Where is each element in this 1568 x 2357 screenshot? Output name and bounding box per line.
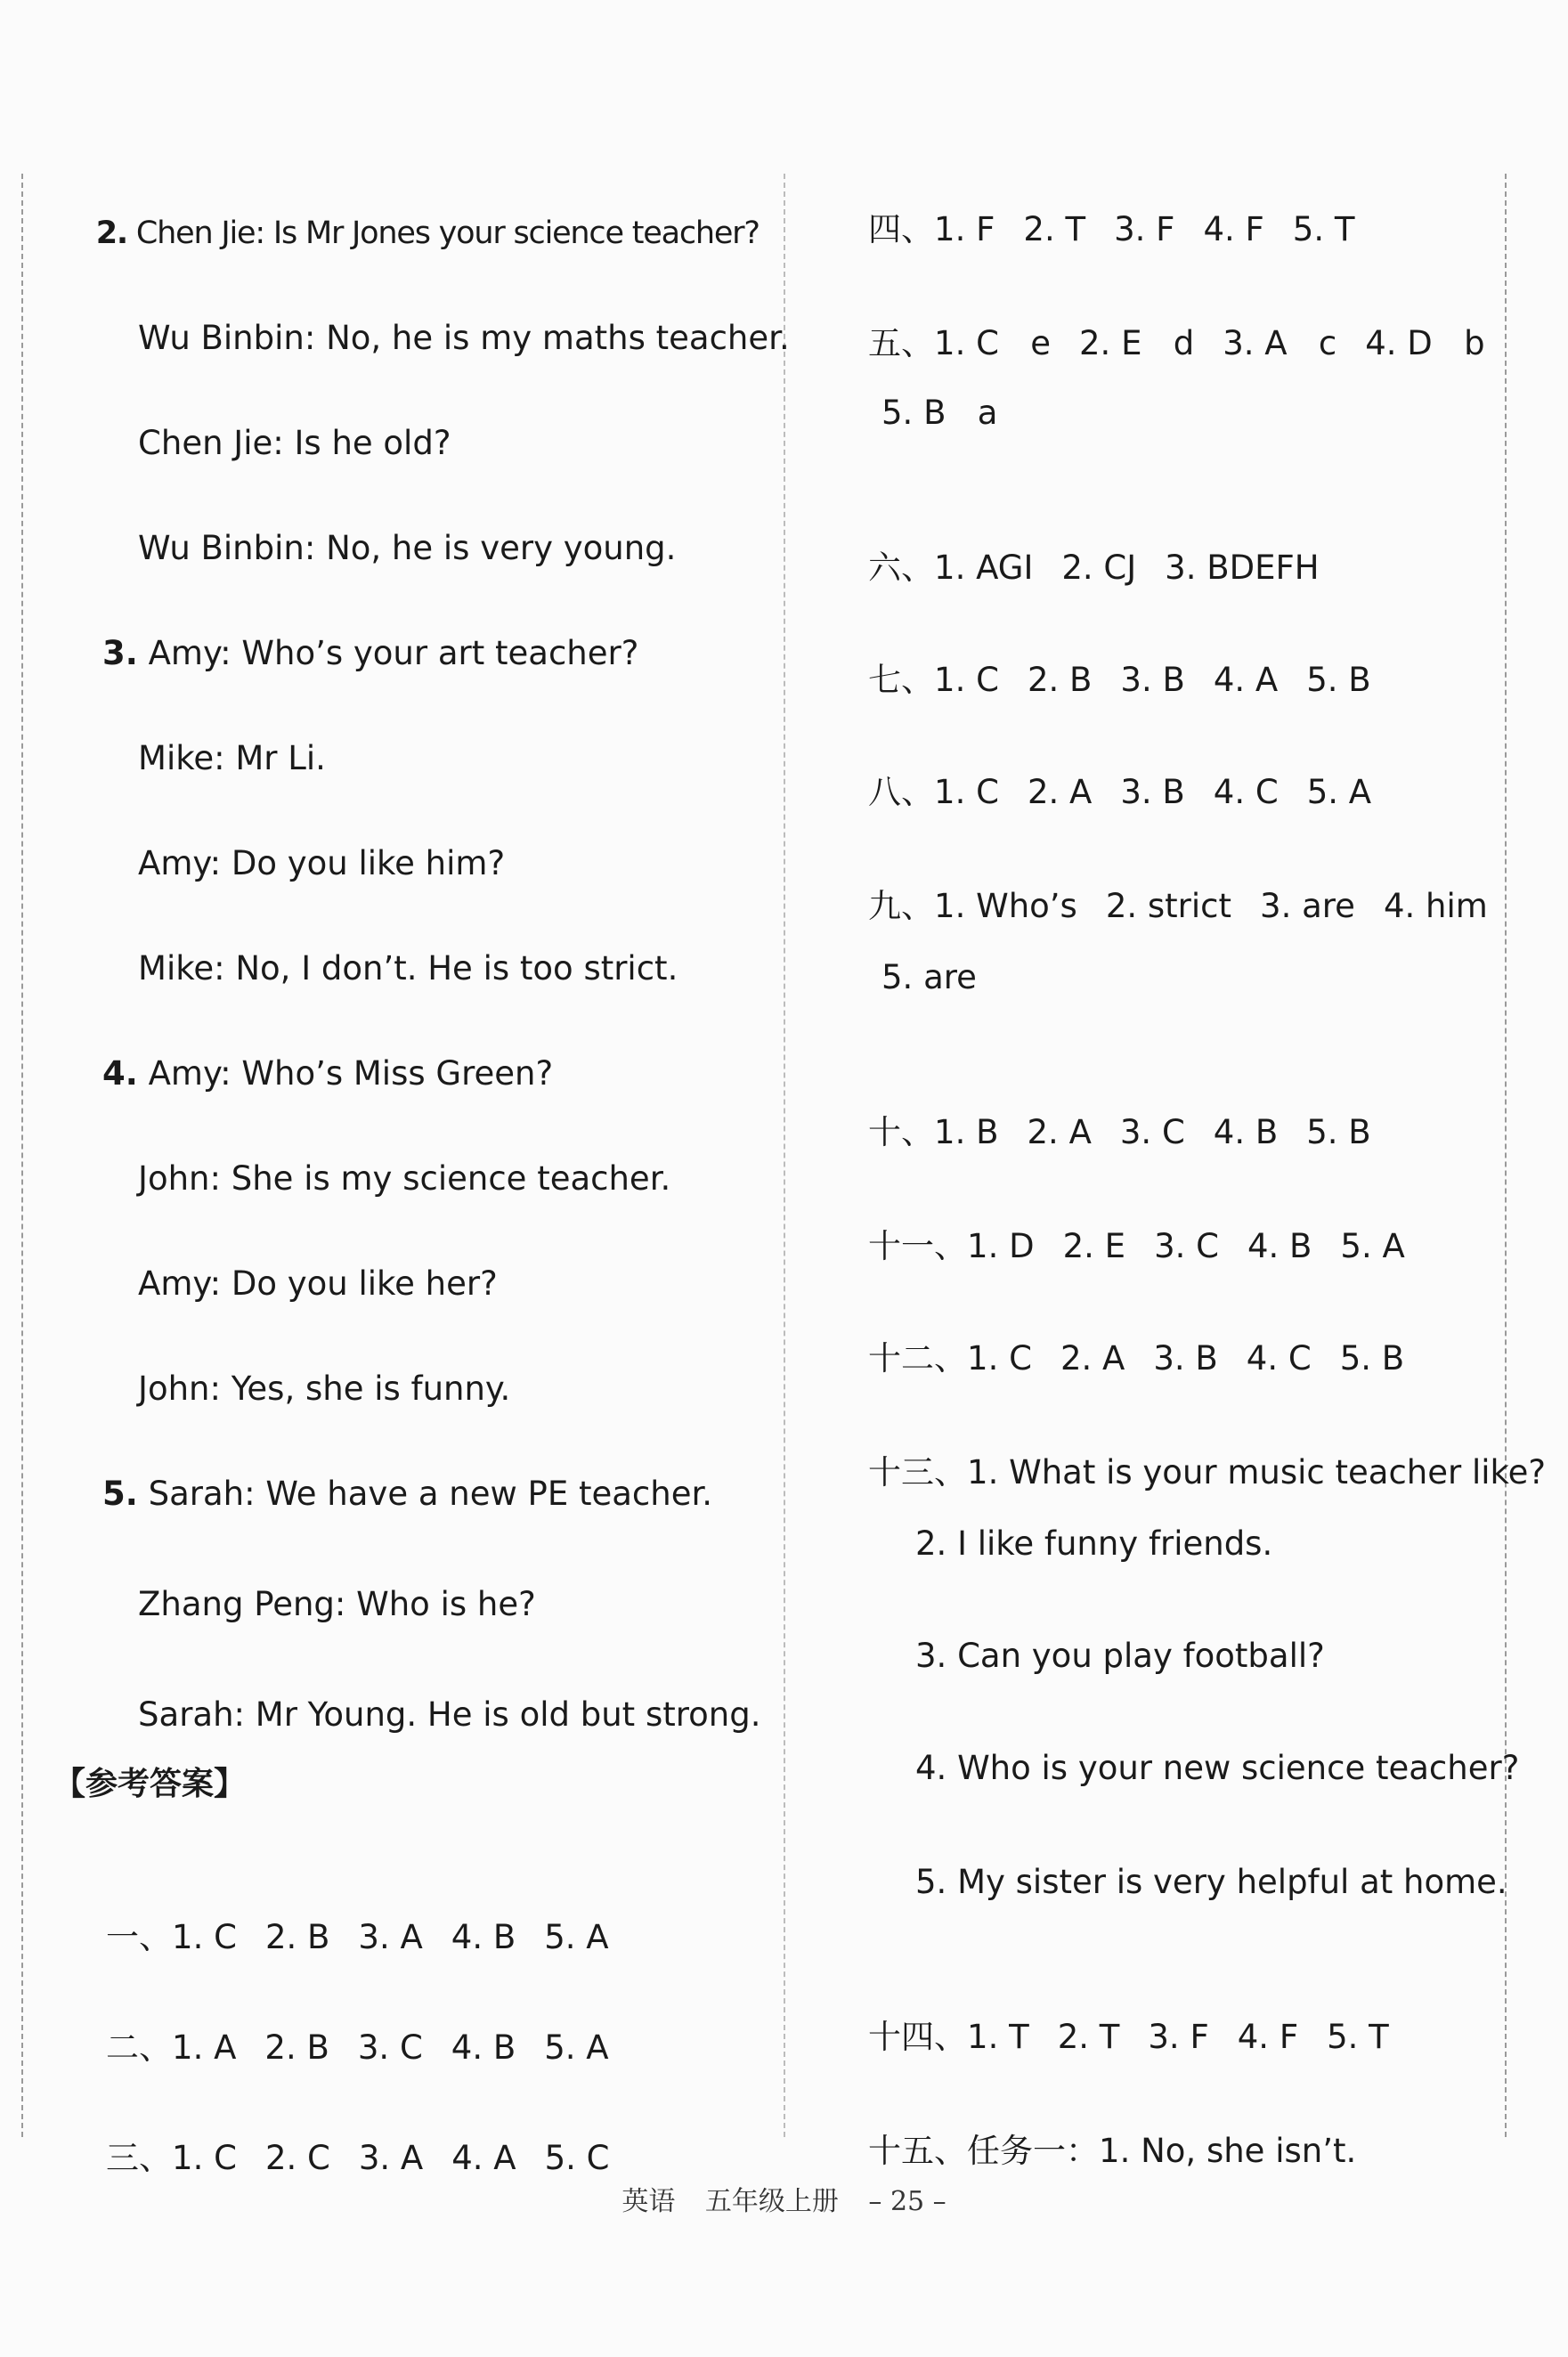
answer-item: 3. F <box>1114 210 1175 248</box>
answer-item: 3. A <box>358 1918 423 1956</box>
answer-item: 2. A <box>1027 773 1093 811</box>
answer-item: 4. B <box>451 1918 516 1956</box>
answer-item: 2. A <box>1060 1339 1125 1378</box>
footer-subject: 英语 <box>622 2186 676 2217</box>
answer-item: 1. C <box>934 661 999 699</box>
answer-item: 2. A <box>1027 1113 1092 1151</box>
answer-item: 3. Can you play football? <box>915 1637 1325 1675</box>
answer-item: 4. him <box>1383 887 1488 925</box>
answer-section-10: 十、1. B 2. A 3. C 4. B 5. B <box>868 1113 1371 1151</box>
answer-item: 5. T <box>1292 210 1355 248</box>
answer-item: 4. A <box>1213 661 1279 699</box>
answer-item: 3. C <box>1154 1227 1219 1265</box>
answer-item: 2. C <box>264 2139 330 2177</box>
answer-item: 5. A <box>1306 773 1372 811</box>
footer-grade: 五年级上册 <box>704 2186 839 2217</box>
answer-item: 4. C <box>1246 1339 1312 1378</box>
answer-item: 5. B <box>1306 1113 1371 1151</box>
answer-item: 4. B <box>1213 1113 1279 1151</box>
answer-item: 3. F <box>1148 2018 1209 2056</box>
left-margin-dashed-line <box>21 174 23 2137</box>
answer-item: 4. Who is your new science teacher? <box>915 1749 1520 1787</box>
answer-item: 3. C <box>357 2028 423 2067</box>
answer-item: 4. D b <box>1365 324 1485 362</box>
answer-item: 2. T <box>1023 210 1086 248</box>
answer-item: 2. B <box>264 1918 330 1956</box>
answer-section-3: 三、1. C 2. C 3. A 4. A 5. C <box>106 2139 610 2177</box>
answer-item: 3. B <box>1120 773 1185 811</box>
answer-item: 1. D <box>967 1227 1035 1265</box>
answer-item: 1. C e <box>934 324 1051 362</box>
answer-item: 5. B <box>1339 1339 1405 1378</box>
answer-item: 3. A <box>358 2139 424 2177</box>
answer-item: 2. I like funny friends. <box>915 1524 1273 1563</box>
right-margin-dashed-line <box>1505 174 1507 2137</box>
answer-section-11: 十一、1. D 2. E 3. C 4. B 5. A <box>868 1227 1405 1265</box>
answer-section-13: 十三、1. What is your music teacher like? <box>868 1453 1547 1491</box>
answer-item: 4. F <box>1203 210 1264 248</box>
answer-item: 5. My sister is very helpful at home. <box>915 1863 1507 1901</box>
answer-item: 1. No, she isn’t. <box>1099 2132 1357 2170</box>
answer-item: 2. B <box>1027 661 1093 699</box>
answer-item: 5. B <box>1306 661 1371 699</box>
answer-section-4: 四、1. F 2. T 3. F 4. F 5. T <box>868 210 1355 248</box>
dialogue-line: John: Yes, she is funny. <box>138 1369 511 1408</box>
dialogue-line: Mike: No, I don’t. He is too strict. <box>138 949 678 988</box>
dialogue-line: Amy: Do you like him? <box>138 844 506 882</box>
dialogue-line: Amy: Do you like her? <box>138 1264 498 1303</box>
answer-section-15: 十五、任务一：1. No, she isn’t. <box>868 2132 1357 2170</box>
answer-item: 5. A <box>544 2028 609 2067</box>
dialogue-line: Wu Binbin: No, he is my maths teacher. <box>138 319 790 357</box>
answer-section-8: 八、1. C 2. A 3. B 4. C 5. A <box>868 773 1372 811</box>
answer-item: 5. C <box>544 2139 610 2177</box>
answer-item: 1. F <box>934 210 995 248</box>
answer-item: 1. A <box>172 2028 237 2067</box>
answer-section-1: 一、1. C 2. B 3. A 4. B 5. A <box>106 1918 609 1956</box>
answer-section-9-continued: 5. are <box>881 958 977 996</box>
answer-item: 2. strict <box>1105 887 1232 925</box>
answer-item: 1. C <box>172 1918 237 1956</box>
dialogue-line: Chen Jie: Is he old? <box>138 424 451 462</box>
answer-section-2: 二、1. A 2. B 3. C 4. B 5. A <box>106 2028 609 2067</box>
answer-item: 3. are <box>1260 887 1355 925</box>
dialogue-line: 4. Amy: Who’s Miss Green? <box>102 1054 554 1093</box>
answer-item: 4. F <box>1237 2018 1299 2056</box>
answer-section-6: 六、1. AGI 2. CJ 3. BDEFH <box>868 549 1320 587</box>
answers-heading: 【参考答案】 <box>53 1766 247 1802</box>
answer-item: 4. A <box>451 2139 516 2177</box>
dialogue-line: 5. Sarah: We have a new PE teacher. <box>102 1475 713 1513</box>
answer-item: 4. C <box>1213 773 1279 811</box>
answer-item: 2. E d <box>1079 324 1195 362</box>
answer-section-9: 九、1. Who’s 2. strict 3. are 4. him <box>868 887 1488 925</box>
page-footer <box>0 2179 1568 2218</box>
answer-item: 1. T <box>967 2018 1029 2056</box>
dialogue-line: Wu Binbin: No, he is very young. <box>138 529 677 567</box>
answer-item: 1. C <box>967 1339 1032 1378</box>
answer-item: 2. E <box>1062 1227 1126 1265</box>
answer-item: 2. T <box>1057 2018 1120 2056</box>
answer-item: 1. B <box>934 1113 999 1151</box>
answer-item: 5. A <box>544 1918 609 1956</box>
answer-item: 1. C <box>934 773 999 811</box>
page-number: – 25 – <box>868 2186 946 2217</box>
answer-item: 3. BDEFH <box>1165 549 1320 587</box>
answer-section-14: 十四、1. T 2. T 3. F 4. F 5. T <box>868 2018 1389 2056</box>
answer-item: 1. Who’s <box>934 887 1077 925</box>
dialogue-line: Sarah: Mr Young. He is old but strong. <box>138 1695 761 1734</box>
answer-item: 4. B <box>451 2028 516 2067</box>
answer-section-12: 十二、1. C 2. A 3. B 4. C 5. B <box>868 1339 1405 1378</box>
answer-item: 2. CJ <box>1061 549 1137 587</box>
answer-section-7: 七、1. C 2. B 3. B 4. A 5. B <box>868 661 1371 699</box>
column-divider-dashed-line <box>784 174 785 2137</box>
answer-item: 3. B <box>1120 661 1185 699</box>
answer-item: 3. A c <box>1223 324 1337 362</box>
dialogue-line: John: She is my science teacher. <box>138 1159 671 1198</box>
answer-item: 1. What is your music teacher like? <box>967 1453 1547 1491</box>
answer-item: 3. B <box>1153 1339 1218 1378</box>
answer-item: 4. B <box>1247 1227 1312 1265</box>
dialogue-line: 2. Chen Jie: Is Mr Jones your science teacher? <box>95 215 760 251</box>
answer-section-5: 五、1. C e 2. E d 3. A c 4. D b <box>868 324 1485 362</box>
dialogue-line: Zhang Peng: Who is he? <box>138 1585 536 1623</box>
answer-item: 1. C <box>172 2139 237 2177</box>
dialogue-line: Mike: Mr Li. <box>138 739 326 777</box>
dialogue-line: 3. Amy: Who’s your art teacher? <box>102 634 639 672</box>
answer-section-5-continued: 5. B a <box>881 394 998 432</box>
answer-item: 1. AGI <box>934 549 1034 587</box>
answer-item: 2. B <box>264 2028 329 2067</box>
answer-item: 3. C <box>1119 1113 1185 1151</box>
answer-item: 5. T <box>1327 2018 1389 2056</box>
answer-item: 5. A <box>1340 1227 1405 1265</box>
